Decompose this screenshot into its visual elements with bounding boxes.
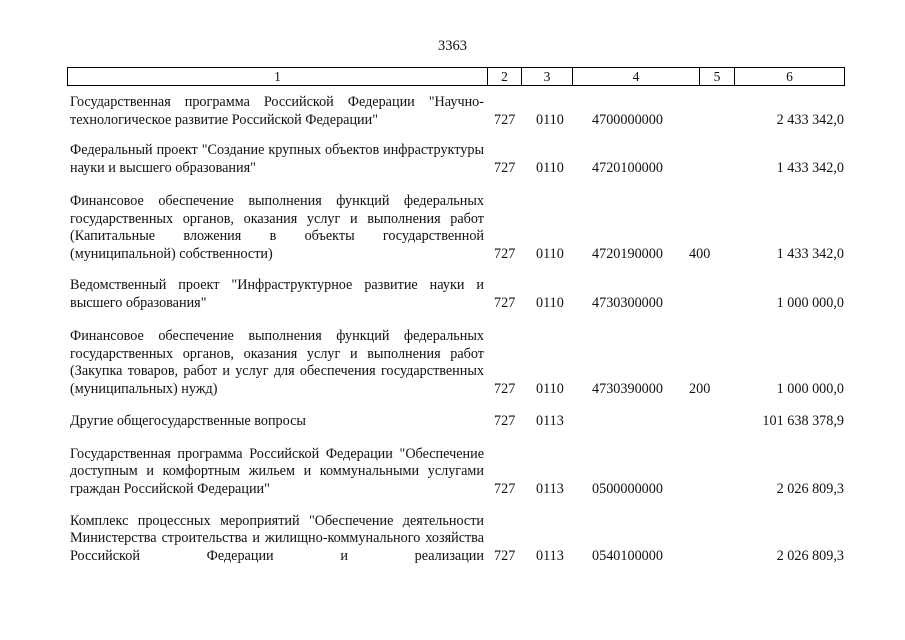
row-section-code: 0110: [536, 380, 564, 397]
row-amount: 1 000 000,0: [776, 380, 844, 397]
row-target-code: 4730300000: [592, 294, 663, 311]
row-amount: 1 433 342,0: [776, 245, 844, 262]
header-col-6: 6: [786, 69, 793, 84]
row-admin-code: 727: [494, 547, 516, 564]
header-col-1: 1: [68, 68, 488, 85]
row-admin-code: 727: [494, 159, 516, 176]
table-row: [70, 513, 844, 565]
row-target-code: 4700000000: [592, 111, 663, 128]
row-title: Ведомственный проект "Инфраструктурное развитие науки и высшего образования": [70, 277, 484, 311]
row-admin-code: 727: [494, 412, 516, 429]
table-row: [70, 277, 844, 312]
header-col-5: 5: [700, 68, 735, 85]
row-section-code: 0113: [536, 547, 564, 564]
row-title: Государственная программа Российской Федерации "Обеспечение доступным и комфортным жильем и коммунальными услугами граждан Российской Федерации": [70, 445, 484, 497]
row-section-code: 0110: [536, 245, 564, 262]
row-target-code: 0500000000: [592, 480, 663, 497]
row-section-code: 0113: [536, 480, 564, 497]
row-expense-type: 200: [689, 380, 711, 397]
table-row: [70, 193, 844, 263]
row-title: Государственная программа Российской Федерации "Научно-технологическое развитие Российской Федерации": [70, 94, 484, 128]
row-target-code: 4730390000: [592, 380, 663, 397]
row-section-code: 0110: [536, 294, 564, 311]
row-target-code: 4720190000: [592, 245, 663, 262]
table-row: [70, 142, 844, 177]
row-expense-type: 400: [689, 245, 711, 262]
row-section-code: 0113: [536, 412, 564, 429]
row-amount: 101 638 378,9: [762, 412, 844, 429]
table-row: [70, 328, 844, 398]
row-amount: 1 000 000,0: [776, 294, 844, 311]
row-admin-code: 727: [494, 111, 516, 128]
row-amount: 2 026 809,3: [776, 547, 844, 564]
table-row: [70, 94, 844, 129]
row-title: Комплекс процессных мероприятий "Обеспечение деятельности Министерства строительства и жилищно-коммунального хозяйства Российской Федерации и реализации: [70, 512, 484, 564]
table-row: [70, 446, 844, 498]
row-admin-code: 727: [494, 380, 516, 397]
row-title: Финансовое обеспечение выполнения функций федеральных государственных органов, оказания услуг и выполнения работ (Капитальные вложения в объекты государственной (муниципальной) собственности): [70, 193, 484, 262]
row-title: Другие общегосударственные вопросы: [70, 412, 306, 429]
row-target-code: 0540100000: [592, 547, 663, 564]
row-amount: 2 026 809,3: [776, 480, 844, 497]
row-section-code: 0110: [536, 159, 564, 176]
row-admin-code: 727: [494, 245, 516, 262]
row-section-code: 0110: [536, 111, 564, 128]
row-title: Федеральный проект "Создание крупных объектов инфраструктуры науки и высшего образования": [70, 142, 484, 176]
row-target-code: 4720100000: [592, 159, 663, 176]
header-col-4: 4: [573, 68, 700, 85]
row-admin-code: 727: [494, 294, 516, 311]
table-header: [67, 67, 845, 86]
row-amount: 2 433 342,0: [776, 111, 844, 128]
page-number: 3363: [438, 38, 467, 54]
row-amount: 1 433 342,0: [776, 159, 844, 176]
header-col-3: 3: [522, 68, 573, 85]
row-title: Финансовое обеспечение выполнения функций федеральных государственных органов, оказания услуг и выполнения работ (Закупка товаров, работ и услуг для обеспечения государственных (муниципальных) нужд): [70, 328, 484, 397]
header-col-2: 2: [488, 68, 522, 85]
table-row: [70, 412, 844, 430]
row-admin-code: 727: [494, 480, 516, 497]
